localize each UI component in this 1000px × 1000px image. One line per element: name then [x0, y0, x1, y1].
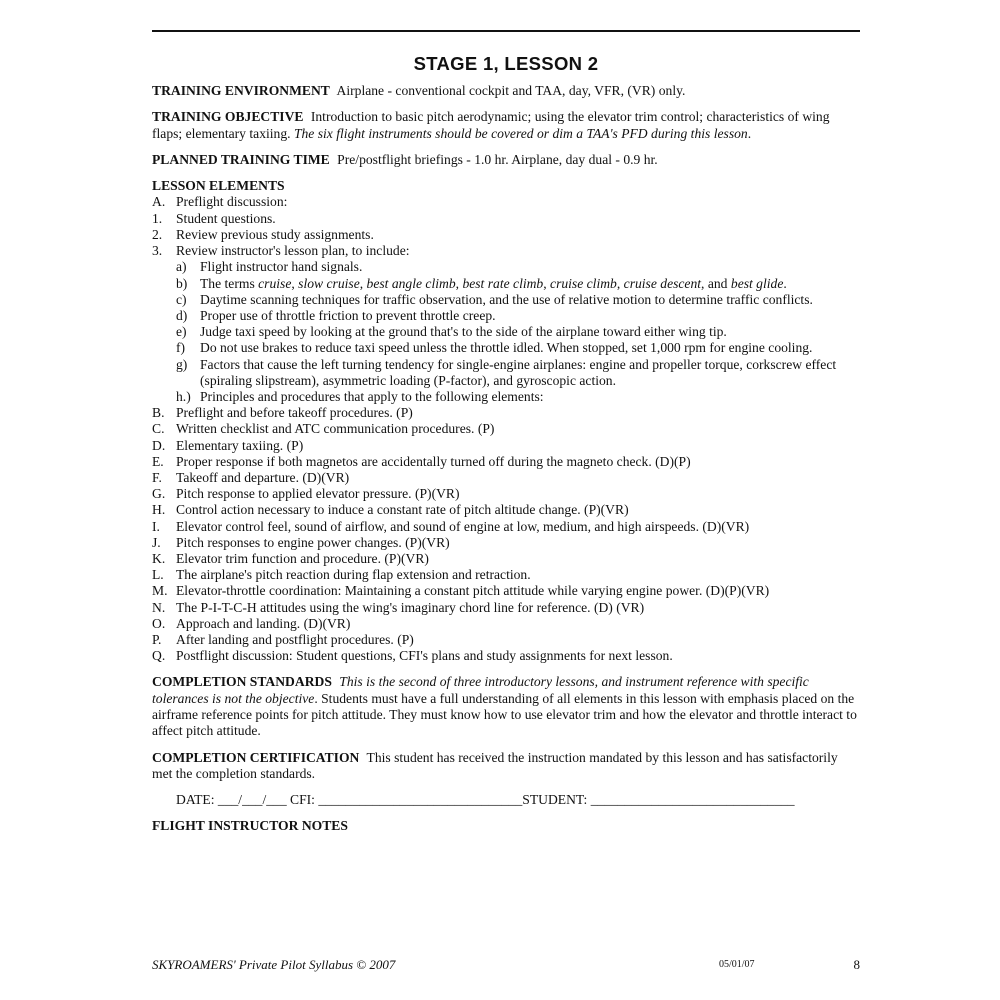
terms-prefix: The terms — [200, 275, 259, 291]
instructor-notes-heading: FLIGHT INSTRUCTOR NOTES — [152, 818, 348, 834]
list-item — [152, 551, 860, 567]
term-cruise: cruise — [258, 275, 292, 291]
list-text: Control action necessary to induce a constant rate of pitch altitude change. (P)(VR) — [176, 502, 629, 518]
planned-training-time — [152, 152, 860, 168]
sub-item — [176, 340, 860, 356]
sub-text: Proper use of throttle friction to prevent throttle creep. — [200, 307, 496, 323]
list-text: Review instructor's lesson plan, to include: — [176, 243, 410, 259]
sub-item — [176, 389, 860, 405]
sub-marker: g) — [176, 356, 188, 372]
training-objective-label: TRAINING OBJECTIVE — [152, 109, 304, 125]
list-marker: G. — [152, 486, 166, 502]
sub-text: Judge taxi speed by looking at the ground that's to the side of the airplane toward either wing tip. — [200, 324, 727, 340]
list-text: Elementary taxiing. (P) — [176, 437, 304, 453]
training-objective — [152, 109, 860, 142]
list-marker: H. — [152, 502, 166, 518]
training-environment — [152, 83, 860, 99]
list-item — [152, 648, 860, 664]
list-marker: B. — [152, 405, 165, 421]
list-marker: 1. — [152, 210, 163, 226]
list-marker: 2. — [152, 226, 163, 242]
list-text: Written checklist and ATC communication procedures. (P) — [176, 421, 495, 437]
sub-marker: c) — [176, 291, 187, 307]
list-marker: K. — [152, 550, 166, 566]
list-text: Review previous study assignments. — [176, 226, 374, 242]
sub-text: Do not use brakes to reduce taxi speed unless the throttle idled. When stopped, set 1,000 rpm for engine cooling. — [200, 340, 813, 356]
lesson-elements-list — [152, 194, 860, 664]
list-item — [152, 583, 860, 599]
terms-and: and — [707, 275, 728, 291]
list-marker: N. — [152, 599, 166, 615]
list-marker: J. — [152, 534, 161, 550]
list-marker: F. — [152, 469, 162, 485]
sub-text: Principles and procedures that apply to the following elements: — [200, 388, 544, 404]
training-environment-text: Airplane - conventional cockpit and TAA, day, VFR, (VR) only. — [336, 83, 686, 98]
list-item — [152, 535, 860, 551]
list-item — [152, 502, 860, 518]
list-text: Pitch response to applied elevator pressure. (P)(VR) — [176, 486, 460, 502]
lesson-plan-subitems — [152, 259, 860, 405]
sub-item — [176, 276, 860, 292]
signature-line: DATE: ___/___/___ CFI: ______________________________STUDENT: ______________________________ — [176, 792, 795, 808]
term-cruise-descent: cruise descent — [623, 275, 702, 291]
top-rule — [152, 30, 860, 32]
list-marker: M. — [152, 583, 168, 599]
term-slow-cruise: slow cruise — [298, 275, 360, 291]
list-text: Proper response if both magnetos are accidentally turned off during the magneto check. (D)(P) — [176, 453, 691, 469]
sub-item — [176, 324, 860, 340]
training-objective-end: . — [747, 125, 752, 141]
list-text: The P-I-T-C-H attitudes using the wing's imaginary chord line for reference. (D) (VR) — [176, 599, 645, 615]
list-item — [152, 421, 860, 437]
sub-item — [176, 292, 860, 308]
completion-certification-text: This student has received the instruction mandated by this lesson and has satisfactorily met the completion standards. — [152, 749, 838, 781]
completion-standards-label: COMPLETION STANDARDS — [152, 674, 332, 690]
page-footer — [152, 957, 860, 973]
list-text: Preflight and before takeoff procedures. (P) — [176, 405, 413, 421]
list-item — [152, 519, 860, 535]
sub-marker: e) — [176, 324, 187, 340]
syllabus-page — [152, 30, 860, 835]
sub-marker: f) — [176, 340, 186, 356]
sub-marker: b) — [176, 275, 188, 291]
list-marker: L. — [152, 567, 164, 583]
completion-standards-text: . Students must have a full understanding of all elements in this lesson with emphasis placed on the airframe reference points for pitch attitude. They must know how to use elevator trim and how the elevator and throttle interact to affect pitch attitude. — [152, 690, 857, 739]
term-best-rate-climb: best rate climb — [462, 275, 544, 291]
list-marker: O. — [152, 615, 166, 631]
list-text: After landing and postflight procedures. (P) — [176, 631, 414, 647]
list-item — [152, 194, 860, 210]
list-item — [152, 600, 860, 616]
sub-marker: h.) — [176, 388, 191, 404]
term-best-angle-climb: best angle climb — [366, 275, 456, 291]
sub-item — [176, 357, 860, 389]
planned-time-label: PLANNED TRAINING TIME — [152, 151, 330, 167]
list-item — [152, 405, 860, 421]
training-objective-note: The six flight instruments should be covered or dim a TAA's PFD during this lesson — [293, 125, 748, 141]
list-marker: I. — [152, 518, 160, 534]
list-item — [152, 470, 860, 486]
sub-marker: a) — [176, 259, 187, 275]
completion-certification-label: COMPLETION CERTIFICATION — [152, 749, 360, 765]
list-marker: 3. — [152, 243, 163, 259]
list-text: The airplane's pitch reaction during flap extension and retraction. — [176, 567, 531, 583]
completion-standards-note: This is the second of three introductory lessons, and instrument reference with specific tolerances is not the objective — [152, 674, 809, 706]
list-item — [152, 632, 860, 648]
term-cruise-climb: cruise climb — [550, 275, 617, 291]
list-text: Elevator trim function and procedure. (P)(VR) — [176, 550, 429, 566]
list-marker: Q. — [152, 648, 166, 664]
list-marker: A. — [152, 194, 166, 210]
list-text: Student questions. — [176, 210, 276, 226]
list-text: Elevator control feel, sound of airflow, and sound of engine at low, medium, and high airspeeds. (D)(VR) — [176, 518, 750, 534]
completion-certification — [152, 750, 860, 783]
sub-item — [176, 259, 860, 275]
sub-text: Flight instructor hand signals. — [200, 259, 363, 275]
footer-copyright: SKYROAMERS' Private Pilot Syllabus © 2007 — [152, 957, 396, 972]
list-item — [152, 211, 860, 227]
list-item — [152, 616, 860, 632]
list-text: Preflight discussion: — [176, 194, 288, 210]
list-marker: C. — [152, 421, 165, 437]
sub-marker: d) — [176, 307, 188, 323]
list-text: Elevator-throttle coordination: Maintaining a constant pitch attitude while varying engine power. (D)(P)(VR) — [176, 583, 770, 599]
training-objective-text: Introduction to basic pitch aerodynamic; using the elevator trim control; characteristics of wing flaps; elementary taxiing. — [152, 109, 830, 141]
list-item — [152, 243, 860, 259]
sub-text-terms: The terms cruise, slow cruise, best angle climb, best rate climb, cruise climb, cruise descent, and best glide. — [200, 275, 787, 291]
training-environment-label: TRAINING ENVIRONMENT — [152, 83, 330, 98]
page-title: STAGE 1, LESSON 2 — [413, 53, 599, 74]
list-text: Approach and landing. (D)(VR) — [176, 615, 351, 631]
term-best-glide: best glide — [730, 275, 784, 291]
planned-time-text: Pre/postflight briefings - 1.0 hr. Airplane, day dual - 0.9 hr. — [337, 151, 658, 167]
list-marker: D. — [152, 437, 166, 453]
list-item — [152, 486, 860, 502]
list-text: Pitch responses to engine power changes. (P)(VR) — [176, 534, 450, 550]
sub-item — [176, 308, 860, 324]
completion-standards — [152, 674, 860, 739]
list-text: Takeoff and departure. (D)(VR) — [176, 469, 350, 485]
list-item — [152, 454, 860, 470]
sub-text: Factors that cause the left turning tendency for single-engine airplanes: engine and propeller torque, corkscrew effect (spiraling slipstream), asymmetric loading (P-factor), and gyroscopic action. — [200, 356, 837, 388]
list-marker: E. — [152, 453, 164, 469]
list-item — [152, 567, 860, 583]
list-marker: P. — [152, 631, 162, 647]
page-number: 8 — [853, 957, 860, 972]
footer-date: 05/01/07 — [719, 959, 755, 970]
list-item — [152, 438, 860, 454]
sub-text: Daytime scanning techniques for traffic observation, and the use of relative motion to determine traffic conflicts. — [200, 291, 813, 307]
list-text: Postflight discussion: Student questions, CFI's plans and study assignments for next lesson. — [176, 648, 673, 664]
list-item — [152, 227, 860, 243]
lesson-elements-heading: LESSON ELEMENTS — [152, 178, 285, 194]
